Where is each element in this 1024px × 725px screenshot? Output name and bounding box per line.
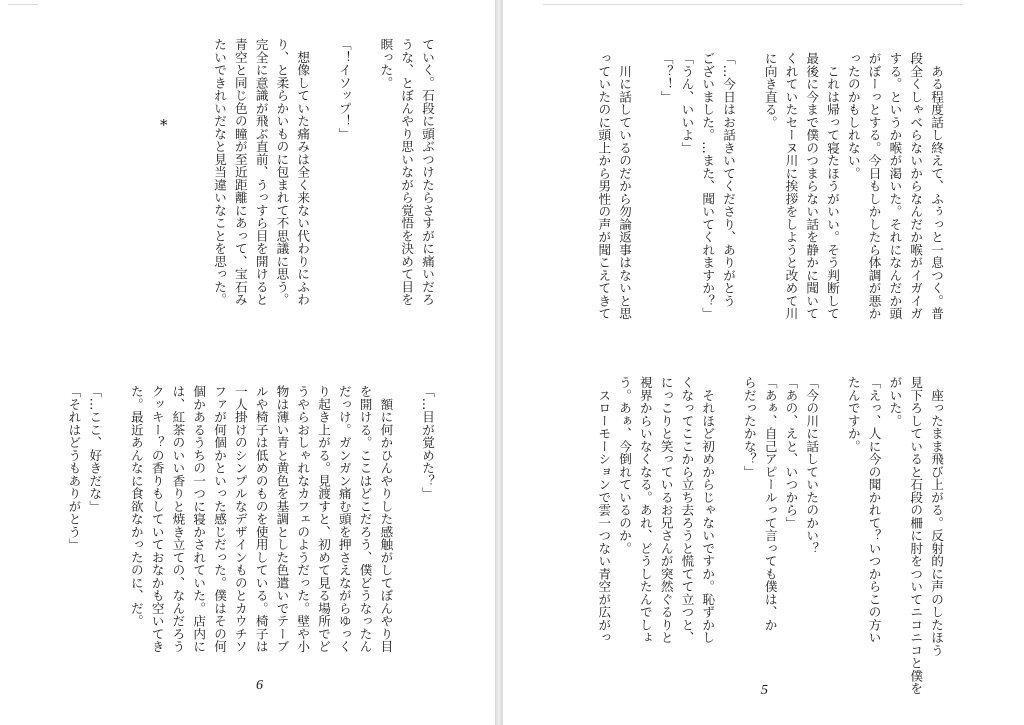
- text-line: は、紅茶のいい香りと焼き立ての、なんだろう: [170, 385, 186, 653]
- text-line: らだったかな？」: [741, 376, 757, 478]
- text-line: 物は薄い青と黄色を基調とした色遣いでテーブ: [274, 385, 290, 653]
- text-line: スローモーションで雲一つない青空が広がっ: [596, 376, 612, 644]
- text-line: [395, 385, 416, 685]
- text-line: 「あぁ、自己アピールって言っても僕は、か: [762, 376, 778, 631]
- text-line: 見下ろしていると石段の柵に肘をついてニコニコと僕を: [908, 376, 924, 695]
- text-line: ファが何個かといった感じだった。僕はその何: [212, 385, 228, 653]
- text-line: する。というか喉が渇いた。それになんだか頭: [887, 52, 903, 320]
- text-line: 「…ここ、好きだな」: [87, 385, 103, 513]
- page-number-right: 5: [761, 683, 768, 698]
- right-page: [503, 0, 1024, 725]
- text-line: 「それはどうもありがとう」: [66, 385, 82, 551]
- book-gutter: [495, 0, 503, 725]
- left-page-upper-text: [208, 38, 437, 338]
- text-line: うな、とぼんやり思いながら覚悟を決めて目を: [399, 38, 415, 306]
- text-line: がぼーっとする。今日もしかしたら体調が悪か: [866, 52, 882, 320]
- text-line: これは帰って寝たほうがいい。そう判断して: [825, 52, 841, 320]
- text-line: 「うん、いいよ」: [679, 52, 695, 154]
- text-line: たいできれいだなと見当違いなことを思った。: [212, 38, 228, 306]
- text-line: 「えっ、人に今の聞かれて？いつからこの方い: [866, 376, 882, 644]
- text-line: ったのかもしれない。: [845, 52, 861, 180]
- text-line: ルや椅子は低めのものを使用している。椅子は: [253, 385, 269, 653]
- text-line: り起き上がる。見渡すと、初めて見る場所でど: [316, 385, 332, 653]
- text-line: くなってここから立ち去ろうと慌てて立つと、: [679, 376, 695, 644]
- text-line: 青空と同じ色の瞳が至近距離にあって、宝石み: [232, 38, 248, 306]
- text-line: 「…目が覚めた？」: [420, 385, 435, 500]
- page-number-left: 6: [256, 678, 263, 693]
- text-line: 段全くしゃべらないからなんだか喉がイガイガ: [908, 52, 924, 320]
- text-line: [634, 52, 655, 357]
- text-line: 座ったまま飛び上がる。反射的に声のしたほう: [929, 376, 944, 657]
- text-line: 「！イソップ！」: [336, 38, 352, 140]
- text-line: 「…今日はお話きいてくださり、ありがとう: [721, 52, 737, 307]
- text-line: 「あの、えと、いつから」: [783, 376, 799, 529]
- text-line: うやらおしゃれなカフェのようだった。壁や小: [295, 385, 311, 653]
- text-line: [821, 376, 842, 681]
- text-line: 「今の川に話していたのかい？: [804, 376, 820, 555]
- text-line: 完全に意識が飛ぶ直前、うっすら目を開けると: [253, 38, 269, 306]
- text-line: クッキー？の香りもしていておなかも空いてき: [149, 385, 165, 653]
- text-line: 視界からいなくなる。あれ、どうしたんでしょ: [637, 376, 653, 644]
- text-line: 一人掛けのシンプルなデザインものとカウチソ: [232, 385, 248, 653]
- text-line: [312, 38, 333, 338]
- right-page-lower-text: [592, 376, 946, 695]
- text-line: [104, 385, 125, 685]
- text-line: た。最近あんなに食欲なかったのに、だ。: [128, 385, 144, 628]
- text-line: 「？！」: [658, 52, 674, 103]
- scene-break-asterisk: *: [160, 116, 168, 134]
- text-line: 最後に今まで僕のつまらない話を静かに聞いて: [804, 52, 820, 320]
- text-line: ある程度話し終えて、ふぅっと一息つく。普: [929, 52, 944, 320]
- text-line: を開ける。ここはどこだろう、僕どうなったん: [357, 385, 373, 653]
- text-line: たんですか。: [845, 376, 861, 453]
- right-page-upper-text: [592, 52, 946, 357]
- text-line: [738, 52, 759, 357]
- text-line: に向き直る。: [762, 52, 778, 129]
- text-line: くれていたセーヌ川に挨拶をしようと改めて川: [783, 52, 799, 320]
- text-line: っていたのに頭上から男性の声が聞こえてきて: [596, 52, 612, 320]
- page-edge-line: [543, 4, 963, 5]
- text-line: ていく。石段に頭ぶつけたらさすがに痛いだろ: [420, 38, 435, 306]
- text-line: だっけ。ガンガン痛む頭を押さえながらゆっく: [336, 385, 352, 653]
- text-line: それほど初めからじゃないですか。恥ずかし: [700, 376, 716, 644]
- text-line: 瞑った。: [378, 38, 394, 89]
- left-page: [0, 0, 495, 725]
- page-edge-line: [8, 4, 38, 5]
- text-line: 額に何かひんやりした感触がしてぼんやり目: [378, 385, 394, 653]
- text-line: う。あぁ、今倒れているのか。: [617, 376, 633, 555]
- text-line: がいた。: [887, 376, 903, 427]
- text-line: にっこりと笑っているお兄さんが突然ぐるりと: [658, 376, 674, 644]
- text-line: 個かあるうちの一つに寝かされていた。店内に: [191, 385, 207, 653]
- text-line: ございました。…また、聞いてくれますか？」: [700, 52, 716, 320]
- text-line: [354, 38, 375, 338]
- left-page-lower-text: [63, 385, 437, 685]
- text-line: り、と柔らかいものに包まれて不思議に思う。: [274, 38, 290, 306]
- text-line: [717, 376, 738, 681]
- text-line: 川に話しているのだから勿論返事はないと思: [617, 52, 633, 320]
- text-line: 想像していた痛みは全く来ない代わりにふわ: [295, 38, 311, 306]
